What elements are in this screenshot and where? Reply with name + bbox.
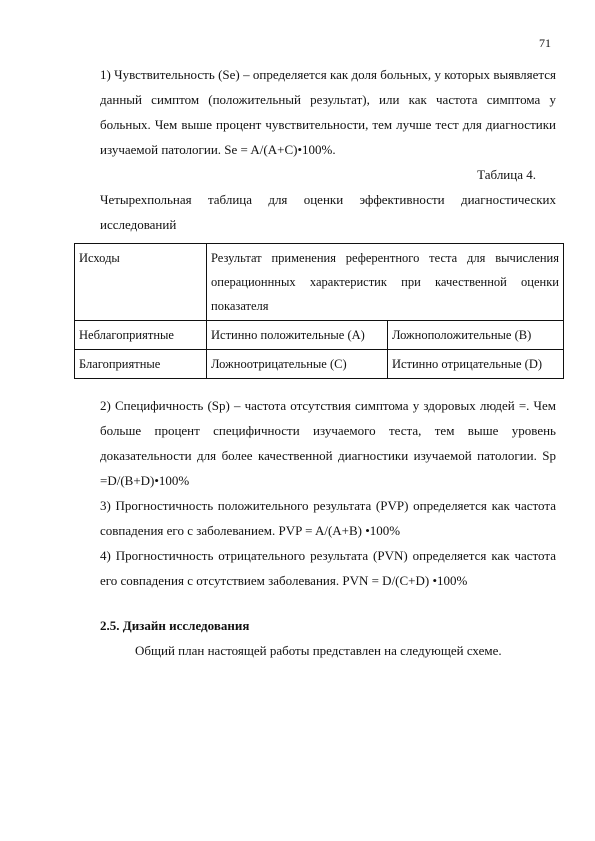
four-field-table — [74, 243, 564, 379]
section-heading: 2.5. Дизайн исследования — [100, 618, 250, 633]
header-reference-test-cell: Результат применения референтного теста для вычисления операционнных характеристик при качественной оценки показателя — [207, 244, 564, 321]
table-row — [75, 350, 564, 379]
table-cell: Истинно отрицательные (D) — [387, 350, 563, 379]
page-body — [79, 62, 559, 663]
table-cell: Истинно положительные (A) — [207, 321, 388, 350]
header-outcomes-cell: Исходы — [75, 244, 207, 321]
paragraph-specificity: 2) Специфичность (Sp) – частота отсутствия симптома у здоровых людей =. Чем больше процент специфичности изучаемого теста, тем выше уровень доказательности для более качественной диагностики изучаемой патологии. Sp =D/(B+D)•100% — [100, 398, 556, 488]
paragraph-pvp: 3) Прогностичность положительного результата (PVP) определяется как частота совпадения его с заболеванием. PVP = A/(A+B) •100% — [100, 498, 556, 538]
table-header-row — [75, 244, 564, 321]
four-field-table-wrapper — [74, 243, 564, 379]
table-title: Четырехпольная таблица для оценки эффективности диагностических исследований — [100, 192, 556, 232]
table-cell: Благоприятные — [75, 350, 207, 379]
spacer — [100, 593, 556, 609]
table-cell: Ложноположительные (B) — [387, 321, 563, 350]
table-cell: Ложноотрицательные (C) — [207, 350, 388, 379]
table-row — [75, 321, 564, 350]
paragraph-pvn: 4) Прогностичность отрицательного результата (PVN) определяется как частота его совпадения с отсутствием заболевания. PVN = D/(C+D) •100% — [100, 548, 556, 588]
table-label: Таблица 4. — [477, 167, 536, 182]
paragraph-sensitivity: 1) Чувствительность (Se) – определяется как доля больных, у которых выявляется данный симптом (положительный результат), или как частота симптома у больных. Чем выше процент чувствительности, тем лучше тест для диагностики изучаемой патологии. Se = A/(A+C)•100%. — [100, 67, 556, 157]
page-number: 71 — [539, 36, 551, 50]
paragraph-study-plan: Общий план настоящей работы представлен на следующей схеме. — [135, 643, 502, 658]
table-cell: Неблагоприятные — [75, 321, 207, 350]
